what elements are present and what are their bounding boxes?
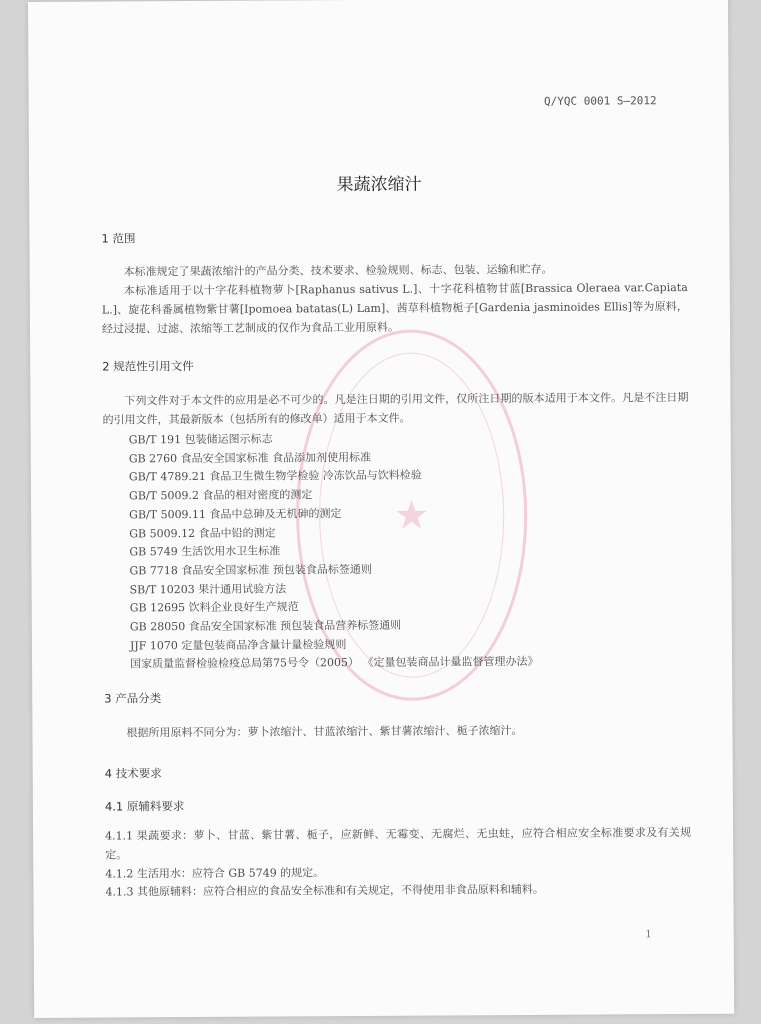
section-3-heading: 3 产品分类	[104, 691, 162, 706]
reference-item: GB/T 191 包装储运图示标志	[128, 432, 273, 447]
reference-item: GB 5009.12 食品中铅的测定	[129, 526, 276, 540]
reference-item: GB 5749 生活饮用水卫生标准	[129, 544, 281, 559]
page-number: 1	[645, 929, 652, 941]
document-page	[28, 0, 734, 1018]
clause-4-1-3: 4.1.3 其他原辅料：应符合相应的食品安全标准和有关规定，不得使用非食品原料和辅料。	[105, 882, 544, 899]
section-2-heading: 2 规范性引用文件	[102, 358, 194, 374]
reference-item: GB 28050 食品安全国家标准 预包装食品营养标签通则	[129, 618, 402, 634]
reference-item: GB 12695 饮料企业良好生产规范	[129, 600, 299, 615]
seal-star-icon: ★	[393, 492, 430, 539]
section-1-heading: 1 范围	[101, 231, 136, 246]
section-2-paragraph-1: 下列文件对于本文件的应用是必不可少的。凡是注日期的引用文件，仅所注日期的版本适用于本文件。凡是不注日期的引用文件，其最新版本（包括所有的修改单）适用于本文件。	[102, 390, 689, 427]
reference-item: SB/T 10203 果汁通用试验方法	[129, 582, 287, 597]
clause-4-1-2: 4.1.2 生活用水：应符合 GB 5749 的规定。	[105, 866, 325, 881]
standard-code: Q/YQC 0001 S—2012	[543, 94, 657, 108]
reference-item: 国家质量监督检验检疫总局第75号令（2005） 《定量包装商品计量监督管理办法》	[130, 655, 539, 671]
reference-item: GB 7718 食品安全国家标准 预包装食品标签通则	[129, 562, 372, 578]
reference-item: GB 2760 食品安全国家标准 食品添加剂使用标准	[128, 450, 372, 466]
clause-4-1-1: 4.1.1 果蔬要求：萝卜、甘蓝、紫甘薯、栀子，应新鲜、无霉变、无腐烂、无虫蛀，应符合相应安全标准要求及有关规定。	[105, 825, 692, 862]
reference-item: GB/T 5009.2 食品的相对密度的测定	[128, 488, 313, 503]
document-title: 果蔬浓缩汁	[336, 174, 422, 196]
reference-item: JJF 1070 定量包装商品净含量计量检验规则	[129, 637, 347, 653]
section-1-paragraph-1: 本标准规定了果蔬浓缩汁的产品分类、技术要求、检验规则、标志、包装、运输和贮存。	[123, 262, 553, 279]
reference-item: GB/T 5009.11 食品中总砷及无机砷的测定	[129, 506, 342, 522]
section-1-paragraph-2: 本标准适用于以十字花科植物萝卜[Raphanus sativus L.]、十字花科植物甘蓝[Brassica Oleraea var.Capiata L.]、旋花科番属植物紫甘薯[Ipomoea batatas(L) Lam]、茜草科植物栀子[Gardenia jasminoides Ellis]等为原料，经过浸提、过滤、浓缩等工艺制成的仅作为食品工业用原料。	[101, 280, 688, 336]
section-4-1-heading: 4.1 原辅料要求	[104, 799, 185, 814]
section-3-paragraph-1: 根据所用原料不同分为：萝卜浓缩汁、甘蓝浓缩汁、紫甘薯浓缩汁、栀子浓缩汁。	[126, 723, 523, 740]
normative-references-list	[129, 429, 539, 675]
section-4-heading: 4 技术要求	[104, 766, 162, 781]
reference-item: GB/T 4789.21 食品卫生微生物学检验 冷冻饮品与饮料检验	[128, 469, 422, 484]
